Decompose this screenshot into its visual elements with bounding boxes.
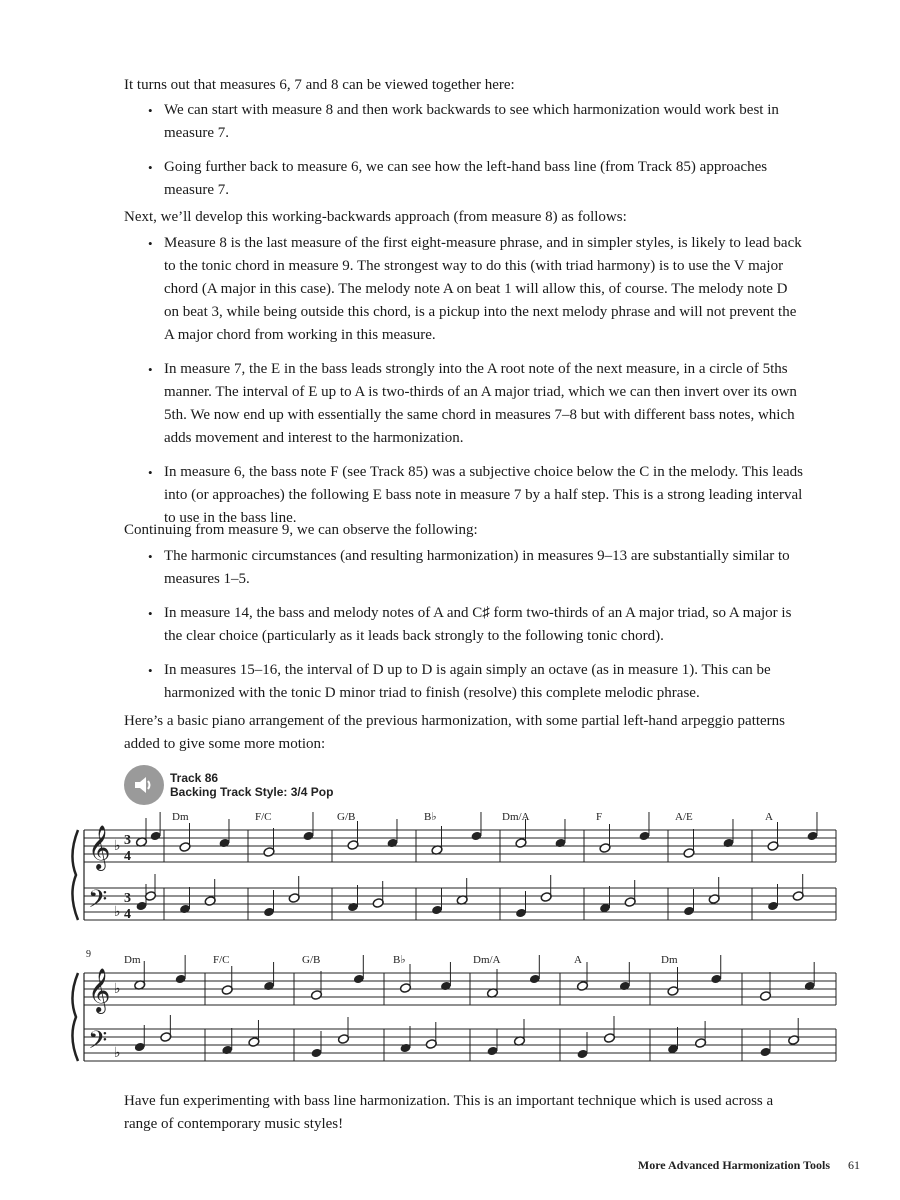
chord-symbol: A/E	[675, 811, 693, 823]
page-number: 61	[848, 1158, 860, 1172]
intro-paragraph: It turns out that measures 6, 7 and 8 can be viewed together here:	[124, 77, 515, 93]
time-signature: 4	[124, 907, 131, 922]
brace	[72, 973, 78, 1061]
flat-sign: ♭	[114, 982, 121, 997]
track-title: Track 86	[170, 771, 219, 785]
brace	[72, 830, 78, 920]
time-signature: 3	[124, 891, 131, 906]
list-item: • Measure 8 is the last measure of the first eight-measure phrase, and in simpler styles, is likely to lead back to the tonic chord in measure 9. The strongest way to do this (with triad harmony) is to use the V major chord (A major in this case). The melody note A on beat 1 will allow this, of course. The melody note D on beat 3, while being outside this chord, is a pickup into the next melody phrase and will not prevent the A major chord from working in this measure.	[146, 232, 804, 347]
speaker-icon	[124, 765, 164, 805]
page-footer	[540, 1158, 860, 1173]
staff-notation	[72, 955, 836, 1061]
treble-clef: 𝄞	[88, 825, 111, 869]
chord-symbol: G/B	[302, 954, 321, 966]
chord-symbol: F/C	[213, 954, 230, 966]
bullet-list-2	[146, 232, 804, 541]
paragraph-3: Continuing from measure 9, we can observe the following:	[124, 522, 478, 538]
list-item: • In measure 7, the E in the bass leads strongly into the A root note of the next measure, in a circle of 5ths manner. The interval of E up to A is two-thirds of an A major triad, which we can then invert over its own 5th. We now end up with essentially the same chord in measures 7–8 but with different bass notes, which adds movement and interest to the harmonization.	[146, 358, 804, 450]
bass-clef: 𝄢	[88, 885, 108, 920]
chord-symbol: Dm/A	[473, 954, 501, 966]
flat-sign: ♭	[114, 905, 121, 920]
time-signature: 4	[124, 849, 131, 864]
bullet-list-1	[146, 99, 804, 213]
chord-symbol: A	[765, 811, 773, 823]
chord-symbol: F	[596, 811, 603, 823]
footer-title: More Advanced Harmonization Tools	[637, 1158, 830, 1172]
score-system-2	[0, 945, 900, 1070]
chord-symbol: Dm	[661, 954, 678, 966]
time-signature: 3	[124, 833, 131, 848]
chord-symbol: B♭	[424, 811, 437, 823]
list-item: • We can start with measure 8 and then work backwards to see which harmonization would work best in measure 7.	[146, 99, 804, 145]
bullet-list-3	[146, 545, 804, 716]
list-item: • The harmonic circumstances (and resulting harmonization) in measures 9–13 are substantially similar to measures 1–5.	[146, 545, 804, 591]
list-item: • In measure 14, the bass and melody notes of A and C♯ form two-thirds of an A major triad, so A major is the clear choice (particularly as it leads back strongly to the following tonic chord).	[146, 602, 804, 648]
chord-symbol: Dm	[172, 811, 189, 823]
track-style: Backing Track Style: 3/4 Pop	[170, 785, 334, 799]
bass-clef: 𝄢	[88, 1026, 108, 1061]
chord-symbol: Dm	[124, 954, 141, 966]
paragraph-4: Here’s a basic piano arrangement of the previous harmonization, with some partial left-hand arpeggio patterns added to give some more motion:	[124, 713, 786, 752]
staff-notation	[72, 812, 836, 922]
paragraph-2: Next, we’ll develop this working-backwards approach (from measure 8) as follows:	[124, 209, 627, 225]
treble-clef: 𝄞	[88, 968, 111, 1012]
chord-symbol: Dm/A	[502, 811, 530, 823]
chord-symbol: G/B	[337, 811, 356, 823]
closing-paragraph: Have fun experimenting with bass line harmonization. This is an important technique which is used across a range of contemporary music styles!	[124, 1093, 774, 1132]
chord-symbol: B♭	[393, 954, 406, 966]
flat-sign: ♭	[114, 839, 121, 854]
chord-symbol: A	[574, 954, 582, 966]
measure-number: 9	[86, 949, 91, 960]
chord-symbol: F/C	[255, 811, 272, 823]
list-item: • Going further back to measure 6, we can see how the left-hand bass line (from Track 85) approaches measure 7.	[146, 156, 804, 202]
track-label	[124, 765, 333, 805]
list-item: • In measures 15–16, the interval of D up to D is again simply an octave (as in measure 1). This can be harmonized with the tonic D minor triad to finish (resolve) this complete melodic phrase.	[146, 659, 804, 705]
list-item: • In measure 6, the bass note F (see Track 85) was a subjective choice below the C in the melody. This leads into (or approaches) the following E bass note in measure 7 by a half step. This is a strong leading interval to use in the bass line.	[146, 461, 804, 530]
score-system-1	[0, 800, 900, 950]
flat-sign: ♭	[114, 1046, 121, 1061]
